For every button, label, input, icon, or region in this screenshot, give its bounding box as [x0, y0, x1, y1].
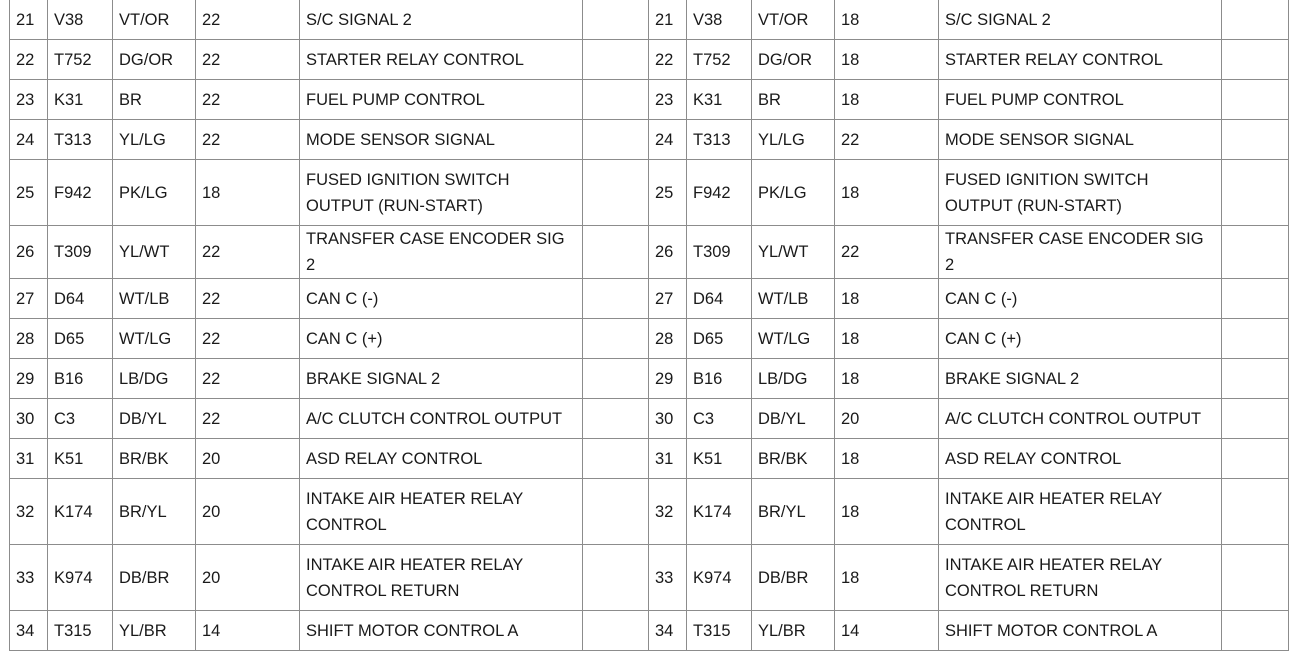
right-cavity-cell: 33	[649, 545, 687, 611]
right-gauge-cell: 18	[835, 359, 939, 399]
left-cavity-cell: 28	[10, 319, 48, 359]
left-wire-color-cell: WT/LB	[113, 279, 196, 319]
left-circuit-cell: F942	[48, 160, 113, 226]
left-cavity-cell: 34	[10, 611, 48, 651]
spacer-cell	[583, 40, 649, 80]
left-circuit-cell: K974	[48, 545, 113, 611]
right-cavity-cell: 21	[649, 0, 687, 40]
left-circuit-cell: D65	[48, 319, 113, 359]
spacer-cell	[583, 226, 649, 279]
left-circuit-cell: T309	[48, 226, 113, 279]
spacer-cell	[1222, 359, 1289, 399]
right-circuit-cell: T315	[687, 611, 752, 651]
right-function-cell: BRAKE SIGNAL 2	[939, 359, 1222, 399]
left-function-cell: INTAKE AIR HEATER RELAY CONTROL RETURN	[300, 545, 583, 611]
table-row	[10, 319, 1289, 359]
spacer-cell	[1222, 439, 1289, 479]
right-gauge-cell: 18	[835, 0, 939, 40]
spacer-cell	[1222, 80, 1289, 120]
right-cavity-cell: 23	[649, 80, 687, 120]
spacer-cell	[583, 319, 649, 359]
left-cavity-cell: 27	[10, 279, 48, 319]
left-function-cell: CAN C (+)	[300, 319, 583, 359]
left-function-cell: SHIFT MOTOR CONTROL A	[300, 611, 583, 651]
left-cavity-cell: 21	[10, 0, 48, 40]
left-function-cell: STARTER RELAY CONTROL	[300, 40, 583, 80]
right-function-cell: FUEL PUMP CONTROL	[939, 80, 1222, 120]
right-circuit-cell: T309	[687, 226, 752, 279]
table-row	[10, 399, 1289, 439]
left-wire-color-cell: BR/YL	[113, 479, 196, 545]
left-function-cell: S/C SIGNAL 2	[300, 0, 583, 40]
spacer-cell	[583, 545, 649, 611]
right-circuit-cell: C3	[687, 399, 752, 439]
right-gauge-cell: 22	[835, 226, 939, 279]
left-wire-color-cell: WT/LG	[113, 319, 196, 359]
left-function-cell: FUSED IGNITION SWITCH OUTPUT (RUN-START)	[300, 160, 583, 226]
left-circuit-cell: D64	[48, 279, 113, 319]
right-cavity-cell: 34	[649, 611, 687, 651]
left-function-cell: CAN C (-)	[300, 279, 583, 319]
spacer-cell	[1222, 279, 1289, 319]
spacer-cell	[1222, 319, 1289, 359]
right-wire-color-cell: YL/LG	[752, 120, 835, 160]
right-circuit-cell: D65	[687, 319, 752, 359]
left-cavity-cell: 33	[10, 545, 48, 611]
right-cavity-cell: 31	[649, 439, 687, 479]
left-gauge-cell: 22	[196, 359, 300, 399]
left-circuit-cell: B16	[48, 359, 113, 399]
right-wire-color-cell: WT/LG	[752, 319, 835, 359]
left-gauge-cell: 22	[196, 319, 300, 359]
table-row	[10, 279, 1289, 319]
right-wire-color-cell: DB/YL	[752, 399, 835, 439]
table-row	[10, 359, 1289, 399]
right-wire-color-cell: LB/DG	[752, 359, 835, 399]
left-cavity-cell: 22	[10, 40, 48, 80]
left-circuit-cell: T752	[48, 40, 113, 80]
spacer-cell	[583, 359, 649, 399]
right-circuit-cell: K174	[687, 479, 752, 545]
right-circuit-cell: F942	[687, 160, 752, 226]
left-function-cell: INTAKE AIR HEATER RELAY CONTROL	[300, 479, 583, 545]
right-cavity-cell: 30	[649, 399, 687, 439]
left-gauge-cell: 22	[196, 226, 300, 279]
table-row	[10, 439, 1289, 479]
right-wire-color-cell: PK/LG	[752, 160, 835, 226]
left-function-cell: MODE SENSOR SIGNAL	[300, 120, 583, 160]
right-gauge-cell: 18	[835, 40, 939, 80]
left-circuit-cell: V38	[48, 0, 113, 40]
left-circuit-cell: C3	[48, 399, 113, 439]
left-gauge-cell: 20	[196, 545, 300, 611]
right-cavity-cell: 32	[649, 479, 687, 545]
left-gauge-cell: 20	[196, 439, 300, 479]
left-cavity-cell: 23	[10, 80, 48, 120]
left-gauge-cell: 22	[196, 80, 300, 120]
left-cavity-cell: 24	[10, 120, 48, 160]
right-function-cell: ASD RELAY CONTROL	[939, 439, 1222, 479]
left-wire-color-cell: YL/WT	[113, 226, 196, 279]
left-gauge-cell: 22	[196, 0, 300, 40]
left-circuit-cell: T313	[48, 120, 113, 160]
table-row	[10, 226, 1289, 279]
spacer-cell	[1222, 611, 1289, 651]
left-wire-color-cell: BR	[113, 80, 196, 120]
left-circuit-cell: K51	[48, 439, 113, 479]
spacer-cell	[583, 160, 649, 226]
right-wire-color-cell: YL/WT	[752, 226, 835, 279]
spacer-cell	[583, 439, 649, 479]
left-wire-color-cell: BR/BK	[113, 439, 196, 479]
right-cavity-cell: 25	[649, 160, 687, 226]
right-gauge-cell: 20	[835, 399, 939, 439]
right-wire-color-cell: VT/OR	[752, 0, 835, 40]
left-function-cell: FUEL PUMP CONTROL	[300, 80, 583, 120]
left-function-cell: BRAKE SIGNAL 2	[300, 359, 583, 399]
right-function-cell: SHIFT MOTOR CONTROL A	[939, 611, 1222, 651]
table-row	[10, 0, 1289, 40]
right-function-cell: FUSED IGNITION SWITCH OUTPUT (RUN-START)	[939, 160, 1222, 226]
left-wire-color-cell: DB/YL	[113, 399, 196, 439]
right-gauge-cell: 22	[835, 120, 939, 160]
left-circuit-cell: K31	[48, 80, 113, 120]
right-cavity-cell: 24	[649, 120, 687, 160]
spacer-cell	[583, 80, 649, 120]
spacer-cell	[1222, 160, 1289, 226]
right-gauge-cell: 14	[835, 611, 939, 651]
spacer-cell	[1222, 0, 1289, 40]
spacer-cell	[1222, 226, 1289, 279]
left-function-cell: TRANSFER CASE ENCODER SIG 2	[300, 226, 583, 279]
spacer-cell	[1222, 545, 1289, 611]
left-cavity-cell: 25	[10, 160, 48, 226]
right-cavity-cell: 22	[649, 40, 687, 80]
right-wire-color-cell: BR/YL	[752, 479, 835, 545]
pinout-table-body	[10, 0, 1289, 651]
right-wire-color-cell: WT/LB	[752, 279, 835, 319]
right-wire-color-cell: YL/BR	[752, 611, 835, 651]
connector-pinout-table	[9, 0, 1289, 651]
right-gauge-cell: 18	[835, 160, 939, 226]
right-gauge-cell: 18	[835, 319, 939, 359]
left-gauge-cell: 22	[196, 399, 300, 439]
spacer-cell	[583, 120, 649, 160]
right-circuit-cell: T313	[687, 120, 752, 160]
right-wire-color-cell: BR	[752, 80, 835, 120]
left-cavity-cell: 29	[10, 359, 48, 399]
right-wire-color-cell: BR/BK	[752, 439, 835, 479]
right-circuit-cell: K974	[687, 545, 752, 611]
left-cavity-cell: 32	[10, 479, 48, 545]
left-wire-color-cell: YL/LG	[113, 120, 196, 160]
left-wire-color-cell: LB/DG	[113, 359, 196, 399]
left-gauge-cell: 22	[196, 120, 300, 160]
right-circuit-cell: K51	[687, 439, 752, 479]
spacer-cell	[1222, 399, 1289, 439]
right-function-cell: INTAKE AIR HEATER RELAY CONTROL	[939, 479, 1222, 545]
right-function-cell: INTAKE AIR HEATER RELAY CONTROL RETURN	[939, 545, 1222, 611]
right-cavity-cell: 27	[649, 279, 687, 319]
right-gauge-cell: 18	[835, 479, 939, 545]
spacer-cell	[583, 0, 649, 40]
left-gauge-cell: 20	[196, 479, 300, 545]
right-function-cell: MODE SENSOR SIGNAL	[939, 120, 1222, 160]
right-cavity-cell: 29	[649, 359, 687, 399]
spacer-cell	[1222, 40, 1289, 80]
right-function-cell: TRANSFER CASE ENCODER SIG 2	[939, 226, 1222, 279]
spacer-cell	[1222, 479, 1289, 545]
right-cavity-cell: 28	[649, 319, 687, 359]
table-row	[10, 160, 1289, 226]
right-circuit-cell: K31	[687, 80, 752, 120]
left-cavity-cell: 31	[10, 439, 48, 479]
left-circuit-cell: K174	[48, 479, 113, 545]
left-gauge-cell: 22	[196, 279, 300, 319]
left-gauge-cell: 14	[196, 611, 300, 651]
right-gauge-cell: 18	[835, 439, 939, 479]
spacer-cell	[583, 279, 649, 319]
right-function-cell: CAN C (+)	[939, 319, 1222, 359]
spacer-cell	[1222, 120, 1289, 160]
table-row	[10, 80, 1289, 120]
right-circuit-cell: V38	[687, 0, 752, 40]
table-row	[10, 479, 1289, 545]
left-circuit-cell: T315	[48, 611, 113, 651]
left-wire-color-cell: PK/LG	[113, 160, 196, 226]
table-row	[10, 40, 1289, 80]
left-gauge-cell: 18	[196, 160, 300, 226]
spacer-cell	[583, 399, 649, 439]
right-circuit-cell: T752	[687, 40, 752, 80]
right-wire-color-cell: DB/BR	[752, 545, 835, 611]
spacer-cell	[583, 611, 649, 651]
left-cavity-cell: 30	[10, 399, 48, 439]
left-wire-color-cell: VT/OR	[113, 0, 196, 40]
right-cavity-cell: 26	[649, 226, 687, 279]
right-circuit-cell: B16	[687, 359, 752, 399]
right-function-cell: A/C CLUTCH CONTROL OUTPUT	[939, 399, 1222, 439]
right-circuit-cell: D64	[687, 279, 752, 319]
table-row	[10, 120, 1289, 160]
right-wire-color-cell: DG/OR	[752, 40, 835, 80]
spacer-cell	[583, 479, 649, 545]
right-gauge-cell: 18	[835, 279, 939, 319]
right-function-cell: STARTER RELAY CONTROL	[939, 40, 1222, 80]
left-function-cell: A/C CLUTCH CONTROL OUTPUT	[300, 399, 583, 439]
table-row	[10, 545, 1289, 611]
left-wire-color-cell: DG/OR	[113, 40, 196, 80]
table-row	[10, 611, 1289, 651]
right-gauge-cell: 18	[835, 80, 939, 120]
right-gauge-cell: 18	[835, 545, 939, 611]
left-cavity-cell: 26	[10, 226, 48, 279]
left-gauge-cell: 22	[196, 40, 300, 80]
left-wire-color-cell: YL/BR	[113, 611, 196, 651]
right-function-cell: S/C SIGNAL 2	[939, 0, 1222, 40]
right-function-cell: CAN C (-)	[939, 279, 1222, 319]
left-function-cell: ASD RELAY CONTROL	[300, 439, 583, 479]
left-wire-color-cell: DB/BR	[113, 545, 196, 611]
